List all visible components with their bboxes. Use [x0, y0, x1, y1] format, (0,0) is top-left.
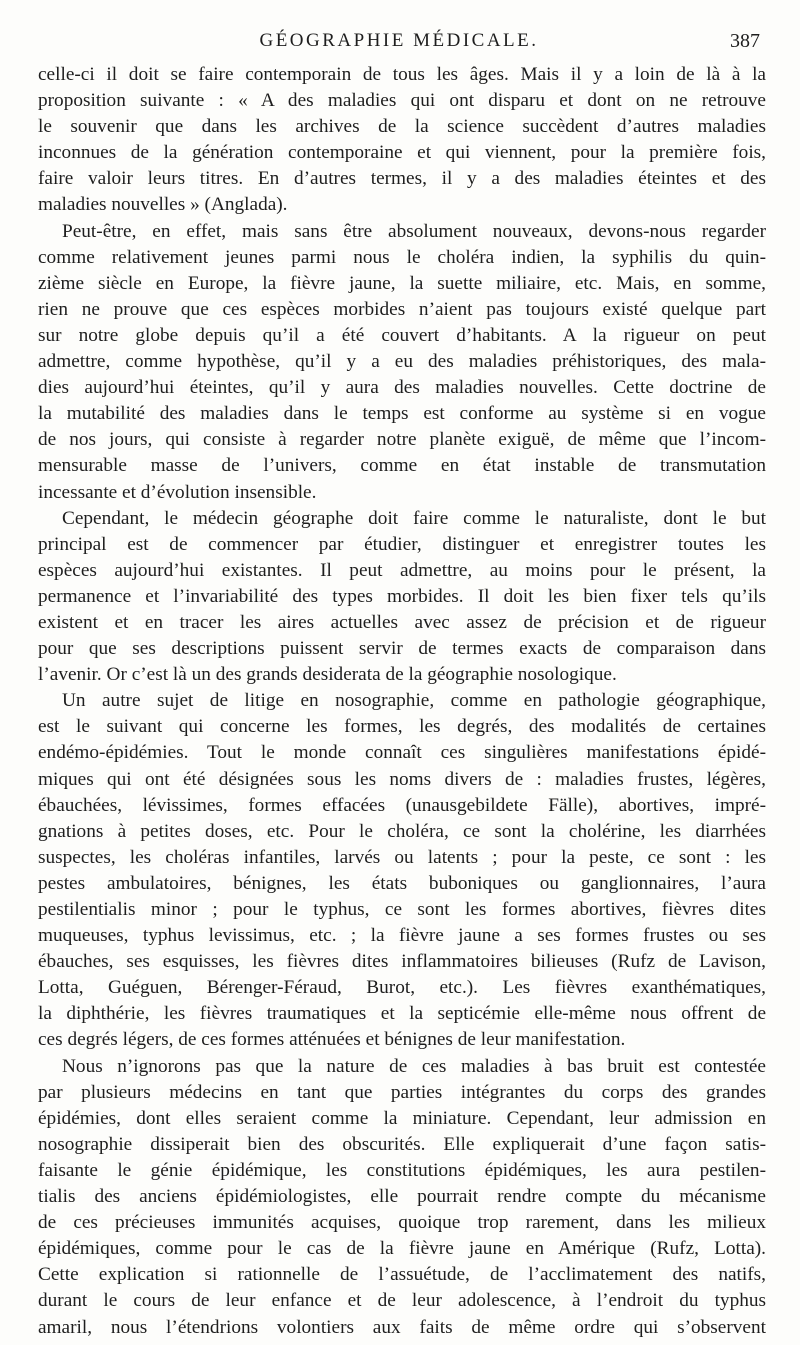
- text-line: permanence et l’invariabilité des types morbides. Il doit les bien fixer tels qu’ils: [38, 585, 766, 607]
- text-line: le souvenir que dans les archives de la science succèdent d’autres maladies: [38, 116, 766, 138]
- text-line: pour que ses descriptions puissent servir de termes exacts de comparaison dans: [38, 638, 766, 660]
- text-line: Cette explication si rationnelle de l’assuétude, de l’acclimatement des natifs,: [38, 1264, 766, 1286]
- body-text: [38, 62, 766, 1341]
- running-title: GÉOGRAPHIE MÉDICALE.: [259, 30, 539, 51]
- text-line: inconnues de la génération contemporaine et qui viennent, pour la première fois,: [38, 142, 766, 164]
- text-line: sur notre globe depuis qu’il a été couvert d’habitants. A la rigueur on peut: [38, 324, 766, 346]
- text-line: existent et en tracer les aires actuelles avec assez de précision et de rigueur: [38, 611, 766, 633]
- text-line: maladies nouvelles » (Anglada).: [38, 194, 288, 216]
- text-line: gnations à petites doses, etc. Pour le choléra, ce sont la cholérine, les diarrhées: [38, 820, 766, 842]
- text-line: Peut-être, en effet, mais sans être absolument nouveaux, devons-nous regarder: [62, 220, 766, 242]
- text-line: muqueuses, typhus levissimus, etc. ; la fièvre jaune a ses formes frustes ou ses: [38, 925, 766, 947]
- text-line: durant le cours de leur enfance et de leur adolescence, à l’endroit du typhus: [38, 1290, 766, 1312]
- text-line: ébauches, ses esquisses, les fièvres dites inflammatoires bilieuses (Rufz de Lavison,: [38, 951, 766, 973]
- text-line: Nous n’ignorons pas que la nature de ces maladies à bas bruit est contestée: [62, 1055, 766, 1077]
- text-line: Lotta, Guéguen, Bérenger-Féraud, Burot, etc.). Les fièvres exanthématiques,: [38, 977, 766, 999]
- text-line: épidémies, dont elles seraient comme la miniature. Cependant, leur admission en: [38, 1107, 766, 1129]
- text-line: faire valoir leurs titres. En d’autres termes, il y a des maladies éteintes et des: [38, 168, 766, 190]
- text-line: de ces précieuses immunités acquises, quoique trop rarement, dans les milieux: [38, 1212, 766, 1234]
- text-line: Un autre sujet de litige en nosographie, comme en pathologie géographique,: [62, 690, 766, 712]
- text-line: rien ne prouve que ces espèces morbides n’aient pas toujours existé quelque part: [38, 298, 766, 320]
- text-line: épidémiques, comme pour le cas de la fièvre jaune en Amérique (Rufz, Lotta).: [38, 1238, 766, 1260]
- text-line: endémo-épidémies. Tout le monde connaît ces singulières manifestations épidé-: [38, 742, 766, 764]
- text-line: proposition suivante : « A des maladies qui ont disparu et dont on ne retrouve: [38, 90, 766, 112]
- text-line: est le suivant qui concerne les formes, les degrés, des modalités de certaines: [38, 716, 766, 738]
- text-line: espèces aujourd’hui existantes. Il peut admettre, au moins pour le présent, la: [38, 559, 766, 581]
- text-line: comme relativement jeunes parmi nous le choléra indien, la syphilis du quin-: [38, 246, 766, 268]
- text-line: principal est de commencer par étudier, distinguer et enregistrer toutes les: [38, 533, 766, 555]
- text-line: l’avenir. Or c’est là un des grands desiderata de la géographie nosologique.: [38, 664, 617, 686]
- text-line: tialis des anciens épidémiologistes, elle pourrait rendre compte du mécanisme: [38, 1186, 766, 1208]
- text-line: suspectes, les choléras infantiles, larvés ou latents ; pour la peste, ce sont : les: [38, 846, 766, 868]
- text-line: pestilentialis minor ; pour le typhus, ce sont les formes abortives, fièvres dites: [38, 899, 766, 920]
- text-line: faisante le génie épidémique, les constitutions épidémiques, les aura pestilen-: [38, 1159, 766, 1181]
- text-line: Cependant, le médecin géographe doit faire comme le naturaliste, dont le but: [62, 507, 766, 529]
- text-line: pestes ambulatoires, bénignes, les états buboniques ou ganglionnaires, l’aura: [38, 872, 766, 894]
- page-number: 387: [730, 30, 760, 52]
- text-line: celle-ci il doit se faire contemporain de tous les âges. Mais il y a loin de là à la: [38, 64, 766, 85]
- text-line: mensurable masse de l’univers, comme en état instable de transmutation: [38, 455, 766, 477]
- text-line: nosographie dissiperait bien des obscurités. Elle expliquerait d’une façon satis-: [38, 1133, 766, 1155]
- text-line: dies aujourd’hui éteintes, qu’il y aura des maladies nouvelles. Cette doctrine de: [38, 377, 766, 399]
- text-line: par plusieurs médecins en tant que parties intégrantes du corps des grandes: [38, 1081, 766, 1103]
- text-line: de nos jours, qui consiste à regarder notre planète exiguë, de même que l’incom-: [38, 429, 766, 451]
- text-line: zième siècle en Europe, la fièvre jaune, la suette miliaire, etc. Mais, en somme,: [38, 272, 766, 294]
- text-line: amaril, nous l’étendrions volontiers aux faits de même ordre qui s’observent: [38, 1316, 766, 1338]
- text-line: la diphthérie, les fièvres traumatiques et la septicémie elle-même nous offrent de: [38, 1003, 766, 1025]
- text-line: incessante et d’évolution insensible.: [38, 481, 317, 503]
- text-line: la mutabilité des maladies dans le temps est conforme au système si en vogue: [38, 403, 766, 425]
- running-head: [38, 30, 760, 58]
- text-line: miques qui ont été désignées sous les noms divers de : maladies frustes, légères,: [38, 768, 766, 790]
- text-line: admettre, comme hypothèse, qu’il y a eu des maladies préhistoriques, des mala-: [38, 351, 766, 373]
- text-line: ébauchées, lévissimes, formes effacées (unausgebildete Fälle), abortives, impré-: [38, 794, 766, 816]
- text-line: ces degrés légers, de ces formes atténuées et bénignes de leur manifestation.: [38, 1029, 626, 1051]
